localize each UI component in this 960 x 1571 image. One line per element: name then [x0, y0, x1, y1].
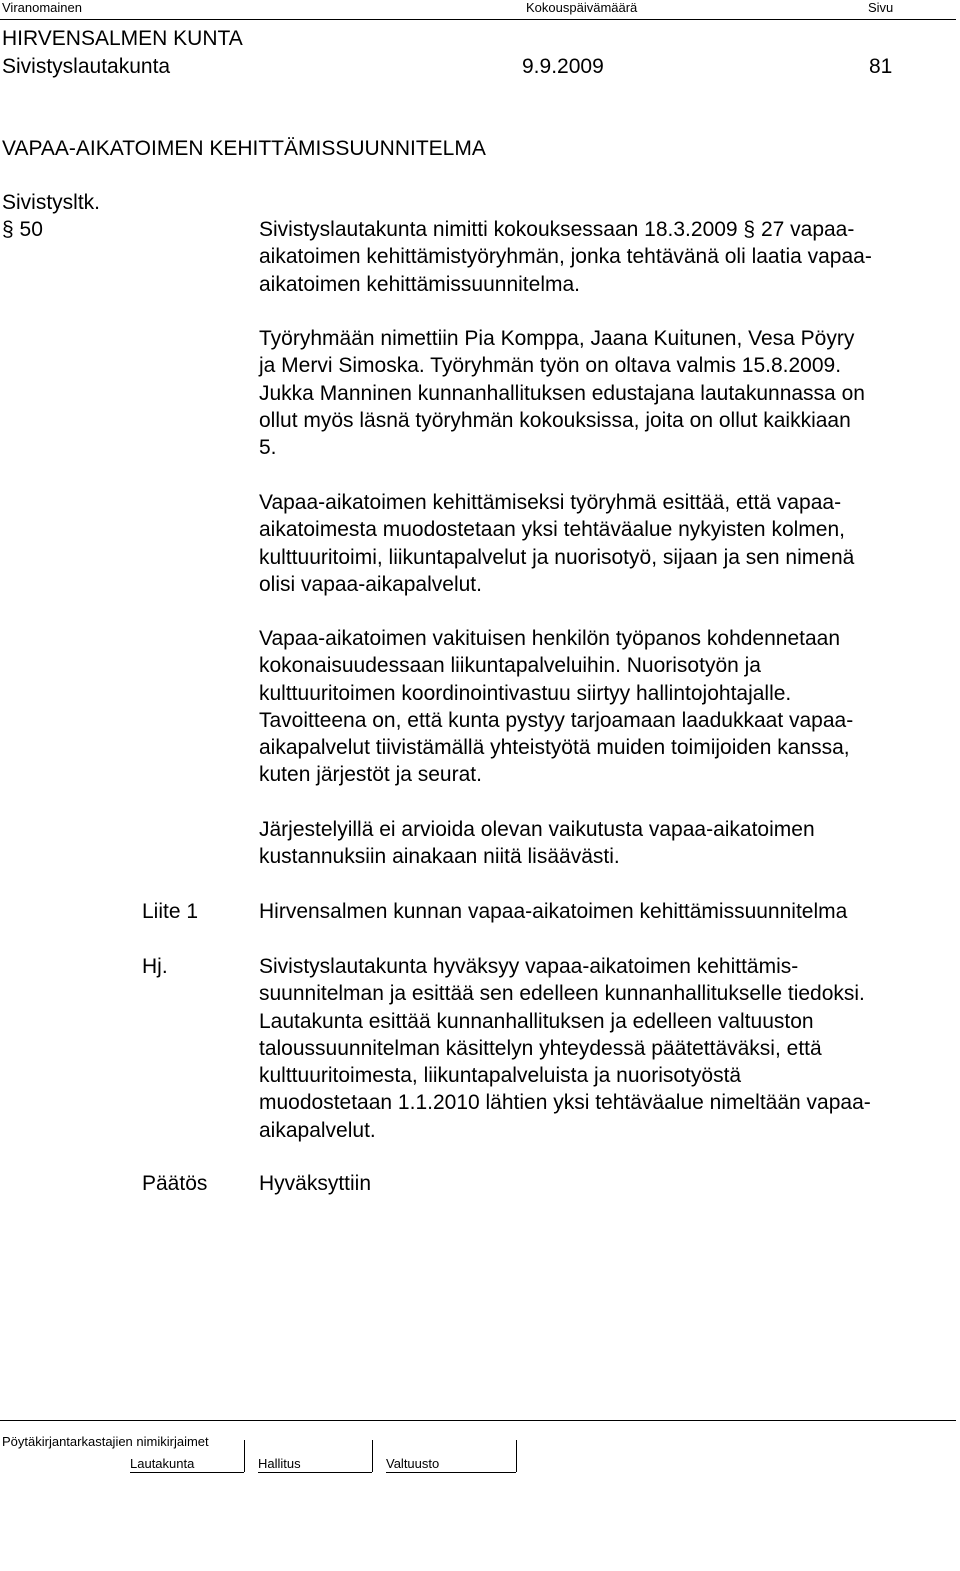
attachment-title: Hirvensalmen kunnan vapaa-aikatoimen kehittämissuunnitelma [259, 900, 848, 923]
text-line: kuten järjestöt ja seurat. [259, 763, 482, 787]
authority-name: Sivistyslautakunta [2, 55, 171, 78]
text-line: muodostetaan 1.1.2010 lähtien yksi tehtäväalue nimeltään vapaa- [259, 1091, 871, 1115]
text-line: suunnitelman ja esittää sen edelleen kunnanhallitukselle tiedoksi. [259, 982, 865, 1006]
text-line: Sivistyslautakunta nimitti kokouksessaan 18.3.2009 § 27 vapaa- [259, 218, 855, 241]
attachment-label: Liite 1 [142, 900, 199, 923]
text-line: Tavoitteena on, että kunta pystyy tarjoamaan laadukkaat vapaa- [259, 708, 854, 732]
page-number: 81 [869, 55, 893, 78]
signature-divider [372, 1440, 373, 1472]
signature-label-government: Hallitus [258, 1456, 301, 1471]
text-line: kokonaisuudessaan liikuntapalveluihin. Nuorisotyön ja [259, 654, 761, 678]
text-line: Sivistyslautakunta hyväksyy vapaa-aikatoimen kehittämis- [259, 955, 799, 978]
paragraph-2 [259, 325, 959, 461]
text-line: kulttuuritoimi, liikuntapalvelut ja nuorisotyö, sijaan ja sen nimenä [259, 545, 855, 569]
proposal-text [259, 953, 959, 1144]
text-line: Lautakunta esittää kunnanhallituksen ja edelleen valtuuston [259, 1009, 814, 1033]
text-line: kustannuksiin ainakaan niitä lisäävästi. [259, 845, 620, 869]
decision-text: Hyväksyttiin [259, 1172, 372, 1195]
decision-label: Päätös [142, 1172, 208, 1195]
text-line: aikatoimen kehittämissuunnitelma. [259, 272, 580, 296]
header-page-label: Sivu [868, 0, 894, 15]
section-number: § 50 [2, 218, 43, 241]
footer-rule [0, 1420, 956, 1421]
paragraph-4 [259, 625, 959, 789]
text-line: ja Mervi Simoska. Työryhmän työn on oltava valmis 15.8.2009. [259, 354, 842, 378]
text-line: olisi vapaa-aikapalvelut. [259, 572, 482, 596]
signatories-label: Pöytäkirjantarkastajien nimikirjaimet [2, 1434, 209, 1449]
signature-label-council: Valtuusto [386, 1456, 440, 1471]
text-line: Työryhmään nimettiin Pia Komppa, Jaana Kuitunen, Vesa Pöyry [259, 327, 855, 350]
text-line: Vapaa-aikatoimen vakituisen henkilön työpanos kohdennetaan [259, 627, 841, 650]
signature-box-government [258, 1472, 372, 1473]
signature-divider [244, 1440, 245, 1472]
paragraph-1 [259, 216, 959, 298]
text-line: ollut myös läsnä työryhmän kokouksissa, joita on ollut kaikkiaan [259, 408, 851, 432]
header-rule [0, 19, 956, 20]
page-title: VAPAA-AIKATOIMEN KEHITTÄMISSUUNNITELMA [2, 137, 486, 160]
text-line: kulttuuritoimen koordinointivastuu siirtyy hallintojohtajalle. [259, 681, 792, 705]
signature-label-board: Lautakunta [130, 1456, 195, 1471]
header-date-label: Kokouspäivämäärä [526, 0, 638, 15]
paragraph-5 [259, 816, 959, 871]
committee-abbrev: Sivistysltk. [2, 191, 101, 214]
text-line: aikatoimen kehittämistyöryhmän, jonka tehtävänä oli laatia vapaa- [259, 245, 872, 269]
text-line: Jukka Manninen kunnanhallituksen edustajana lautakunnassa on [259, 381, 865, 405]
signature-box-board [130, 1472, 244, 1473]
text-line: Järjestelyillä ei arvioida olevan vaikutusta vapaa-aikatoimen [259, 818, 815, 841]
signature-divider [516, 1440, 517, 1472]
text-line: taloussuunnitelman käsittelyn yhteydessä päätettäväksi, että [259, 1036, 822, 1060]
text-line: aikatoimesta muodostetaan yksi tehtäväalue nykyisten kolmen, [259, 518, 845, 542]
header-authority-label: Viranomainen [2, 0, 82, 15]
organization-name: HIRVENSALMEN KUNTA [2, 27, 243, 50]
text-line: aikapalvelut. [259, 1118, 376, 1142]
text-line: 5. [259, 436, 277, 460]
proposal-label: Hj. [142, 955, 168, 978]
text-line: aikapalvelut tiivistämällä yhteistyötä muiden toimijoiden kanssa, [259, 736, 850, 760]
meeting-date: 9.9.2009 [522, 55, 604, 78]
text-line: kulttuuritoimesta, liikuntapalveluista ja nuorisotyöstä [259, 1064, 742, 1088]
paragraph-3 [259, 489, 959, 598]
text-line: Vapaa-aikatoimen kehittämiseksi työryhmä esittää, että vapaa- [259, 491, 842, 514]
signature-box-council [386, 1472, 516, 1473]
